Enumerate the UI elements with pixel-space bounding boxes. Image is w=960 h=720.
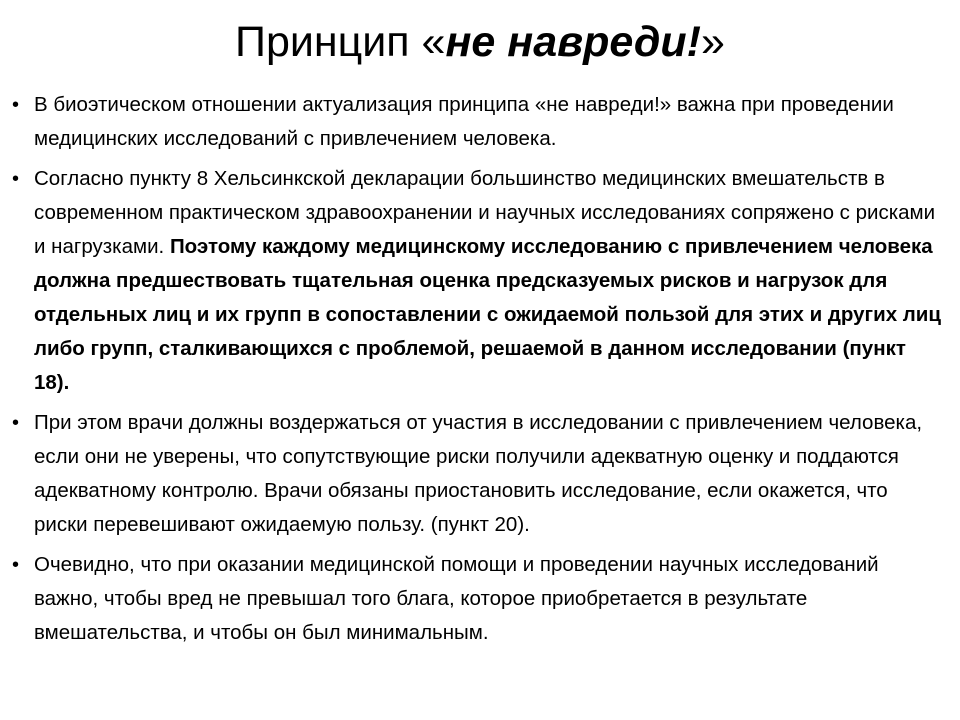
bullet-list — [12, 88, 942, 656]
bullet-bold-text: Поэтому каждому медицинскому исследованию с привлечением человека должна предшествовать тщательная оценка предсказуемых рисков и нагрузок для отдельных лиц и их групп в сопоставлении с ожидаемой пользой для этих и других лиц либо групп, сталкивающихся с проблемой, решаемой в данном исследовании (пункт 18). — [34, 235, 942, 394]
bullet-marker: • — [12, 554, 20, 576]
bullet-text: Согласно пункту 8 Хельсинкской декларации большинство медицинских вмешательств в современном практическом здравоохранении и научных исследованиях сопряжено с рисками и нагрузками. — [34, 167, 936, 258]
slide-title — [0, 14, 960, 70]
bullet-text: В биоэтическом отношении актуализация принципа «не навреди!» важна при проведении медицинских исследований с привлечением человека. — [34, 93, 894, 150]
title-prefix: Принцип — [235, 18, 422, 66]
bullet-marker: • — [12, 168, 20, 190]
bullet-item — [12, 406, 942, 542]
bullet-item — [12, 548, 942, 650]
bullet-text: Очевидно, что при оказании медицинской помощи и проведении научных исследований важно, чтобы вред не превышал того блага, которое приобретается в результате вмешательства, и чтобы он был минимальным. — [34, 553, 879, 644]
bullet-item — [12, 162, 942, 400]
title-open-quote: « — [421, 18, 446, 66]
title-close-quote: » — [701, 18, 725, 66]
title-emphasis: не навреди! — [445, 18, 702, 66]
bullet-text: При этом врачи должны воздержаться от участия в исследовании с привлечением человека, если они не уверены, что сопутствующие риски получили адекватную оценку и поддаются адекватному контролю. Врачи обязаны приостановить исследование, если окажется, что риски перевешивают ожидаемую пользу. (пункт 20). — [34, 411, 923, 536]
bullet-item — [12, 88, 942, 156]
bullet-marker: • — [12, 412, 20, 434]
bullet-marker: • — [12, 94, 20, 116]
